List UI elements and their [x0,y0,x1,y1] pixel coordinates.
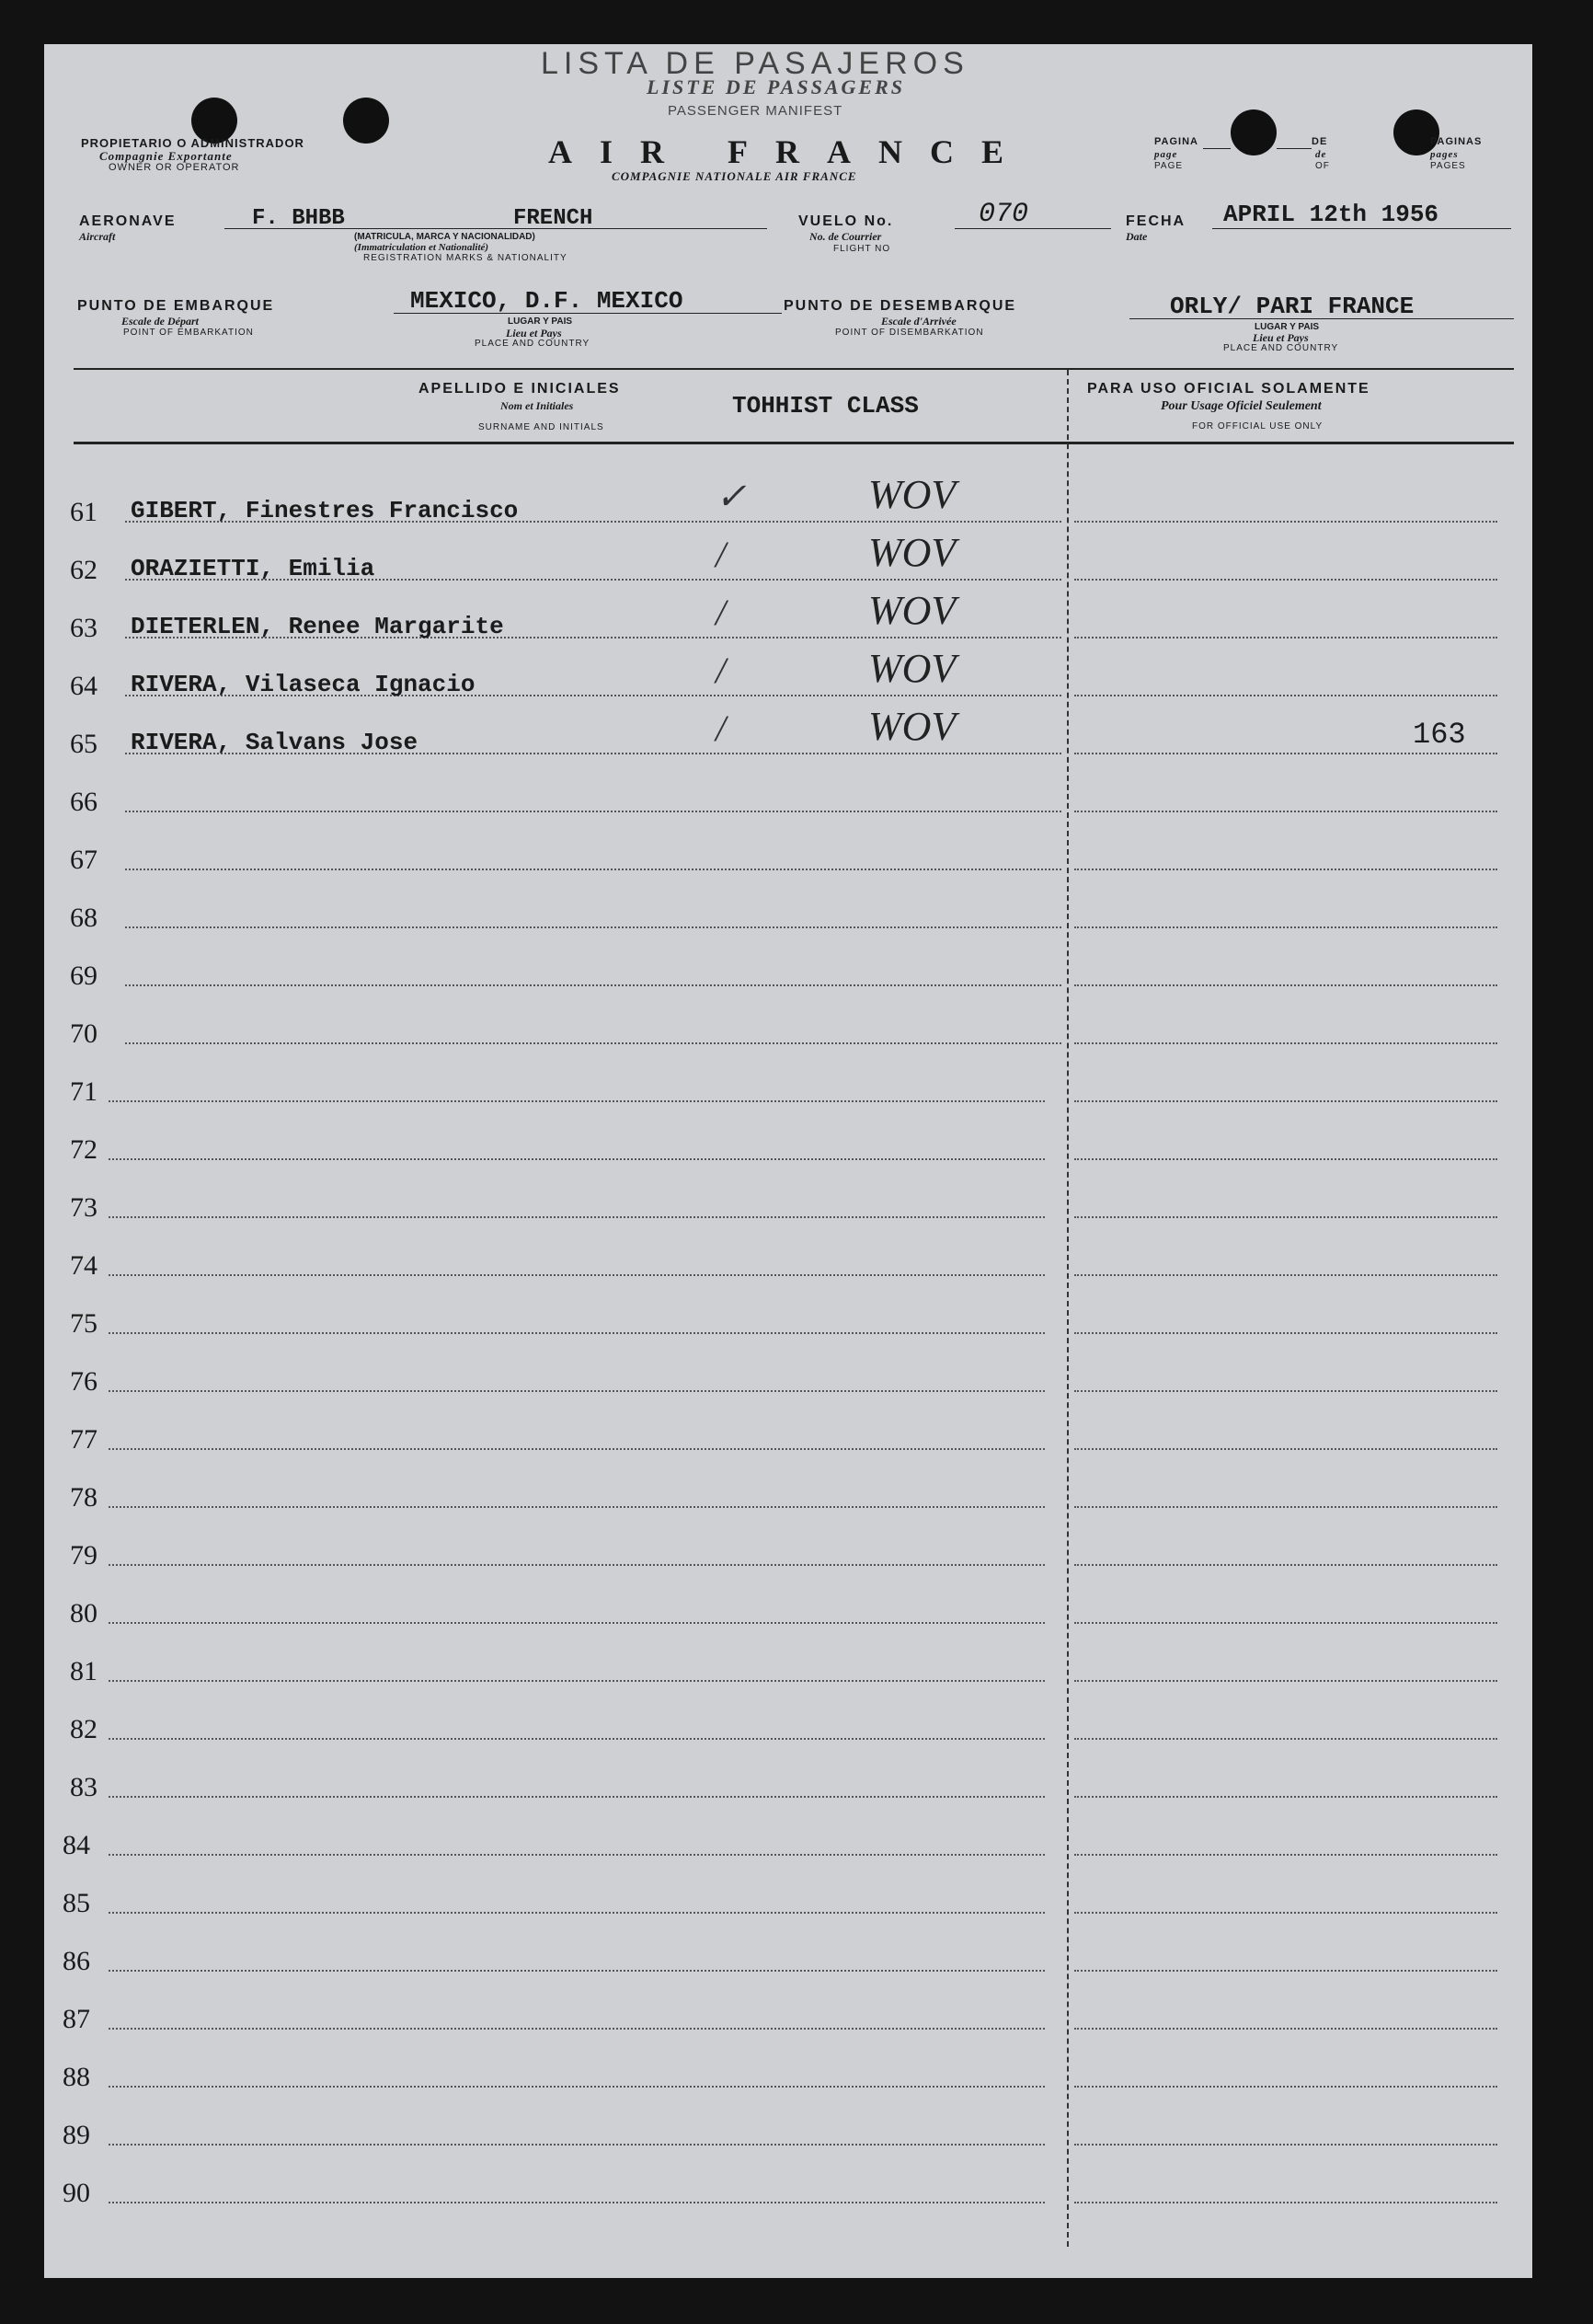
check-mark: / [716,592,727,633]
check-mark: ✓ [716,476,747,517]
row-number: 71 [70,1076,97,1107]
row-number: 87 [63,2004,90,2034]
table-top-rule [74,368,1514,370]
title-fr: LISTE DE PASSAGERS [647,75,906,98]
name-entry-line [109,1448,1045,1450]
page-label-es: PAGINA [1154,136,1198,147]
official-entry-line [1074,1448,1497,1450]
row-number: 72 [70,1134,97,1165]
name-entry-line [109,1796,1045,1798]
row-number: 79 [70,1540,97,1570]
official-entry-line [1074,1158,1497,1160]
name-entry-line [125,811,1061,812]
official-entry-line [1074,926,1497,928]
official-entry-line [1074,1738,1497,1740]
row-number: 73 [70,1192,97,1223]
handwritten-note: WOV [868,588,957,633]
official-entry-line [1074,1564,1497,1566]
check-mark: / [716,534,727,575]
disembark-label-fr: Escale d'Arrivée [881,315,957,328]
row-number: 77 [70,1424,97,1455]
row-number: 69 [70,961,97,991]
official-entry-line [1074,1854,1497,1856]
official-entry-line [1074,2028,1497,2030]
official-entry-line [1074,1390,1497,1392]
of-label-fr: de [1315,149,1327,160]
embark-label-es: PUNTO DE EMBARQUE [77,298,275,314]
row-number: 76 [70,1366,97,1397]
company-sub: COMPAGNIE NATIONALE AIR FRANCE [612,169,857,183]
passenger-name: DIETERLEN, Renee Margarite [131,613,504,640]
passenger-name: RIVERA, Salvans Jose [131,729,418,756]
check-mark: / [716,708,727,749]
passenger-name: GIBERT, Finestres Francisco [131,497,519,524]
handwritten-note: WOV [868,472,957,517]
name-entry-line [109,1274,1045,1276]
embark-line [394,313,782,314]
official-entry-line [1074,1042,1497,1044]
official-entry-line [1074,1332,1497,1334]
name-entry-line [109,2028,1045,2030]
official-column-header-en: FOR OFFICIAL USE ONLY [1192,421,1324,431]
aircraft-label-fr: Aircraft [79,230,116,243]
official-entry-line [1074,1622,1497,1624]
official-entry-line [1074,1796,1497,1798]
disembark-label-en: POINT OF DISEMBARKATION [835,328,984,338]
name-entry-line [109,1912,1045,1914]
of-label-en: OF [1315,161,1330,171]
aircraft-registration: F. BHBB [252,206,345,231]
flight-label-fr: No. de Courrier [809,230,882,243]
of-number-line [1277,148,1312,149]
page-label-fr: page [1154,149,1178,160]
official-entry-line [1074,1912,1497,1914]
name-entry-line [109,1216,1045,1218]
row-number: 86 [63,1946,90,1976]
row-number: 88 [63,2062,90,2092]
official-column-header-fr: Pour Usage Oficiel Seulement [1161,399,1322,413]
disembark-sub-en: PLACE AND COUNTRY [1223,343,1339,353]
row-number: 82 [70,1714,97,1744]
aircraft-sub-en: REGISTRATION MARKS & NATIONALITY [363,253,567,263]
official-entry-line [1074,2144,1497,2146]
name-entry-line [109,1970,1045,1972]
official-entry-line [1074,753,1497,754]
embark-label-en: POINT OF EMBARKATION [123,328,254,338]
row-number: 85 [63,1888,90,1918]
punch-hole [1231,109,1277,155]
disembark-value: ORLY/ PARI FRANCE [1170,293,1415,320]
pages-label-fr: pages [1430,149,1459,160]
date-label-fr: Date [1126,230,1148,243]
title-es: LISTA DE PASAJEROS [541,46,969,81]
official-entry-line [1074,1274,1497,1276]
name-entry-line [109,1854,1045,1856]
owner-label-fr: Compagnie Exportante [99,149,233,163]
row-number: 84 [63,1830,90,1860]
name-entry-line [109,2202,1045,2203]
name-entry-line [109,2144,1045,2146]
official-entry-line [1074,1506,1497,1508]
pages-label-es: PAGINAS [1430,136,1483,147]
official-entry-line [1074,1216,1497,1218]
punch-hole [343,98,389,144]
official-use-value: 163 [1413,718,1466,752]
aircraft-nationality: FRENCH [513,206,593,231]
of-label-es: DE [1312,136,1328,147]
aircraft-line [224,228,767,229]
pages-label-en: PAGES [1430,161,1466,171]
official-entry-line [1074,1680,1497,1682]
name-entry-line [125,869,1061,870]
handwritten-note: WOV [868,530,957,575]
handwritten-note: WOV [868,646,957,691]
flight-label-en: FLIGHT NO [833,244,891,254]
row-number: 89 [63,2120,90,2150]
embark-label-fr: Escale de Départ [121,315,199,328]
name-entry-line [125,1042,1061,1044]
name-column-header-en: SURNAME AND INITIALS [478,422,604,432]
row-number: 75 [70,1308,97,1339]
name-entry-line [109,1564,1045,1566]
official-entry-line [1074,637,1497,639]
row-number: 68 [70,903,97,933]
row-number: 66 [70,787,97,817]
name-entry-line [109,1506,1045,1508]
disembark-label-es: PUNTO DE DESEMBARQUE [784,298,1017,314]
name-entry-line [125,926,1061,928]
embark-sub-es: LUGAR Y PAIS [508,316,573,327]
company-name: AIR FRANCE [548,133,1031,170]
row-number: 67 [70,845,97,875]
row-number: 74 [70,1250,97,1281]
official-entry-line [1074,2202,1497,2203]
page-number-line [1203,148,1231,149]
aircraft-sub-es: (MATRICULA, MARCA Y NACIONALIDAD) [354,232,535,242]
official-column-header-es: PARA USO OFICIAL SOLAMENTE [1087,381,1370,397]
row-number: 64 [70,671,97,701]
name-entry-line [125,984,1061,986]
owner-label-en: OWNER OR OPERATOR [109,162,240,173]
flight-line [955,228,1111,229]
name-column-header-es: APELLIDO E INICIALES [418,381,621,397]
row-number: 61 [70,497,97,527]
name-entry-line [109,1100,1045,1102]
name-entry-line [109,1738,1045,1740]
row-number: 63 [70,613,97,643]
flight-label-es: VUELO No. [798,213,894,229]
name-entry-line [109,1332,1045,1334]
table-header-rule [74,442,1514,444]
page-label-en: PAGE [1154,161,1184,171]
name-entry-line [109,1622,1045,1624]
row-number: 83 [70,1772,97,1802]
date-value: APRIL 12th 1956 [1223,201,1439,228]
official-entry-line [1074,811,1497,812]
name-entry-line [109,1158,1045,1160]
row-number: 78 [70,1482,97,1513]
embark-value: MEXICO, D.F. MEXICO [410,287,683,315]
official-entry-line [1074,579,1497,581]
check-mark: / [716,650,727,691]
passenger-name: RIVERA, Vilaseca Ignacio [131,671,476,698]
row-number: 90 [63,2178,90,2208]
title-en: PASSENGER MANIFEST [668,103,843,119]
official-entry-line [1074,521,1497,523]
handwritten-note: WOV [868,704,957,749]
official-entry-line [1074,2086,1497,2088]
official-entry-line [1074,695,1497,696]
name-entry-line [109,2086,1045,2088]
disembark-sub-es: LUGAR Y PAIS [1255,322,1320,332]
aircraft-sub-fr: (Immatriculation et Nationalité) [354,242,489,253]
embark-sub-en: PLACE AND COUNTRY [475,339,590,349]
official-entry-line [1074,869,1497,870]
row-number: 65 [70,729,97,759]
row-number: 70 [70,1018,97,1049]
passenger-name: ORAZIETTI, Emilia [131,555,375,582]
embark-sub-fr: Lieu et Pays [506,327,562,339]
date-label-es: FECHA [1126,213,1186,229]
official-entry-line [1074,1100,1497,1102]
row-number: 81 [70,1656,97,1686]
date-line [1212,228,1511,229]
disembark-sub-fr: Lieu et Pays [1253,331,1309,344]
flight-number: 070 [979,199,1029,230]
aircraft-label-es: AERONAVE [79,213,177,229]
owner-label-es: PROPIETARIO O ADMINISTRADOR [81,136,304,150]
name-column-header-fr: Nom et Initiales [500,399,574,412]
row-number: 80 [70,1598,97,1628]
official-entry-line [1074,984,1497,986]
row-number: 62 [70,555,97,585]
name-entry-line [109,1390,1045,1392]
column-divider [1067,370,1069,2247]
manifest-sheet [44,44,1532,2278]
class-column-header: TOHHIST CLASS [732,392,919,420]
official-entry-line [1074,1970,1497,1972]
name-entry-line [109,1680,1045,1682]
disembark-line [1129,318,1514,319]
